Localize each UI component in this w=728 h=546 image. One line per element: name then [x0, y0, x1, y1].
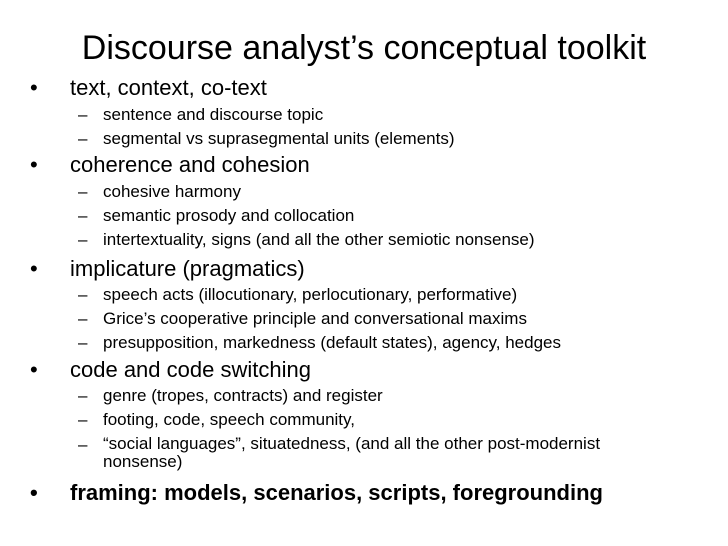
sub-bullet-text: speech acts (illocutionary, perlocutionary, performative)	[103, 285, 518, 304]
bullet-icon: •	[30, 357, 38, 382]
bullet-icon: •	[30, 256, 38, 281]
sub-bullet-text: presupposition, markedness (default states), agency, hedges	[103, 333, 562, 352]
sub-bullet-text: segmental vs suprasegmental units (elements)	[103, 129, 455, 148]
sub-bullet-text: genre (tropes, contracts) and register	[103, 386, 383, 405]
bullet-text: code and code switching	[70, 357, 311, 382]
sub-bullet-text: “social languages”, situatedness, (and all the other post-modernist nonsense)	[103, 434, 601, 471]
sub-bullet-text: footing, code, speech community,	[103, 410, 355, 429]
dash-icon: –	[78, 105, 88, 124]
bullet-text: implicature (pragmatics)	[70, 256, 305, 281]
dash-icon: –	[78, 410, 88, 429]
dash-icon: –	[78, 129, 88, 148]
bullet-text: text, context, co-text	[70, 75, 267, 100]
sub-bullet-text: intertextuality, signs (and all the other semiotic nonsense)	[103, 230, 535, 249]
dash-icon: –	[78, 206, 88, 225]
bullet-icon: •	[30, 152, 38, 177]
slide-title: Discourse analyst’s conceptual toolkit	[81, 29, 647, 67]
bullet-text: framing: models, scenarios, scripts, foregrounding	[70, 480, 603, 505]
sub-bullet-text: Grice’s cooperative principle and conversational maxims	[103, 309, 527, 328]
dash-icon: –	[78, 285, 88, 304]
sub-bullet-text: semantic prosody and collocation	[103, 206, 355, 225]
dash-icon: –	[78, 333, 88, 352]
sub-bullet-text: cohesive harmony	[103, 182, 241, 201]
dash-icon: –	[78, 230, 88, 249]
dash-icon: –	[78, 309, 88, 328]
dash-icon: –	[78, 435, 88, 454]
dash-icon: –	[78, 182, 88, 201]
bullet-text: coherence and cohesion	[70, 152, 310, 177]
dash-icon: –	[78, 386, 88, 405]
bullet-icon: •	[30, 480, 38, 505]
sub-bullet-text: sentence and discourse topic	[103, 105, 324, 124]
bullet-icon: •	[30, 75, 38, 100]
